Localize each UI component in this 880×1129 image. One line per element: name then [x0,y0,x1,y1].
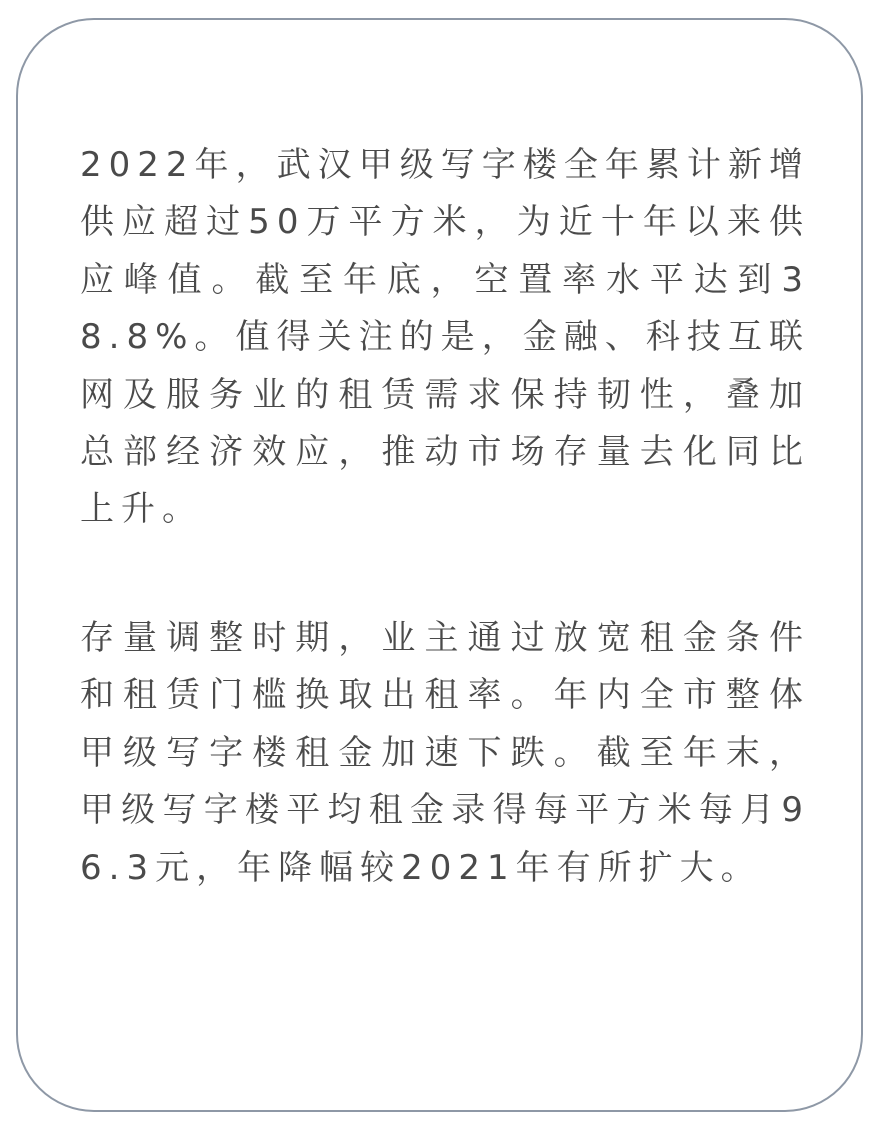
paragraph-rent-trend: 存量调整时期，业主通过放宽租金条件和租赁门槛换取出租率。年内全市整体甲级写字楼租金加速下跌。截至年末，甲级写字楼平均租金录得每平方米每月96.3元，年降幅较2021年有所扩大。 [80,618,810,888]
paragraph-office-supply: 2022年，武汉甲级写字楼全年累计新增供应超过50万平方米，为近十年以来供应峰值。截至年底，空置率水平达到38.8%。值得关注的是，金融、科技互联网及服务业的租赁需求保持韧性，叠加总部经济效应，推动市场存量去化同比上升。 [80,145,810,530]
